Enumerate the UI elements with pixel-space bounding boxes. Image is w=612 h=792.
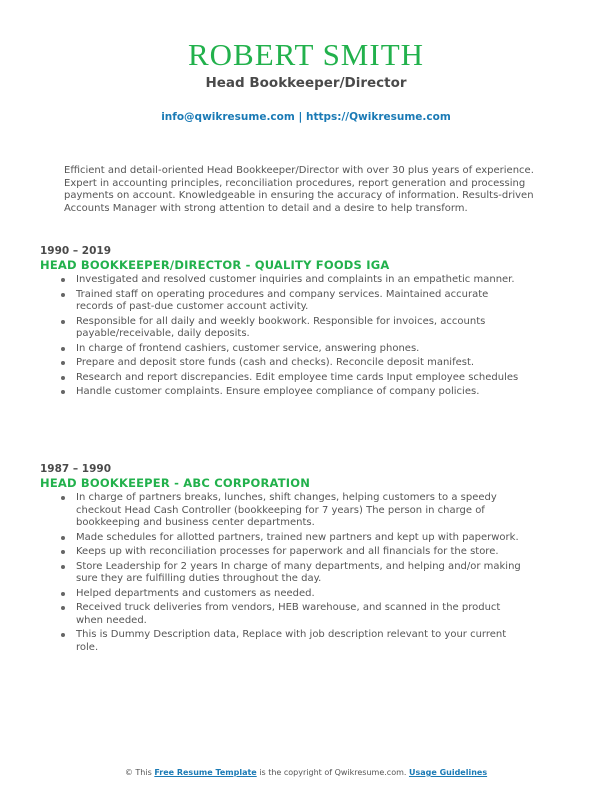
job-role: HEAD BOOKKEEPER - ABC CORPORATION — [40, 476, 311, 490]
contact-separator: | — [298, 111, 303, 123]
candidate-title: Head Bookkeeper/Director — [205, 75, 407, 91]
candidate-name: ROBERT SMITH — [187, 37, 425, 72]
job-bullet-list — [40, 492, 530, 654]
list-item: Keeps up with reconciliation processes for paperwork and all financials for the store. — [76, 546, 530, 559]
list-item: Handle customer complaints. Ensure employee compliance of company policies. — [76, 386, 530, 399]
bullet-icon — [61, 278, 65, 282]
bullet-icon — [61, 347, 65, 351]
list-item: This is Dummy Description data, Replace with job description relevant to your current role. — [76, 629, 530, 654]
summary-paragraph: Efficient and detail-oriented Head Bookkeeper/Director with over 30 plus years of experience. Expert in accounting principles, reconciliation procedures, report generation and processing payments on account. Knowledgeable in ensuring the accuracy of information. Results-driven Accounts Manager with strong attention to detail and a desire to help transform. — [64, 165, 534, 214]
email-link[interactable]: info@qwikresume.com — [161, 111, 295, 123]
footer-copyright-text: is the copyright of Qwikresume.com. — [259, 768, 407, 777]
bullet-icon — [61, 536, 65, 540]
bullet-icon — [61, 320, 65, 324]
footer-prefix: © This — [124, 768, 152, 777]
list-item: Prepare and deposit store funds (cash and checks). Reconcile deposit manifest. — [76, 357, 530, 370]
list-item: Helped departments and customers as needed. — [76, 588, 530, 601]
job-role: HEAD BOOKKEEPER/DIRECTOR - QUALITY FOODS IGA — [40, 258, 390, 272]
bullet-icon — [61, 496, 65, 500]
bullet-icon — [61, 633, 65, 637]
bullet-icon — [61, 565, 65, 569]
bullet-icon — [61, 606, 65, 610]
website-link[interactable]: https://Qwikresume.com — [305, 111, 451, 123]
list-item: Investigated and resolved customer inquiries and complaints in an empathetic manner. — [76, 274, 530, 287]
list-item: Responsible for all daily and weekly bookwork. Responsible for invoices, accounts payable/receivable, daily deposits. — [76, 316, 530, 341]
bullet-icon — [61, 390, 65, 394]
free-resume-template-link[interactable]: Free Resume Template — [154, 768, 257, 777]
bullet-icon — [61, 361, 65, 365]
page-footer — [0, 768, 612, 778]
list-item: Trained staff on operating procedures and company services. Maintained accurate records of past-due customer account activity. — [76, 289, 530, 314]
list-item: Store Leadership for 2 years In charge of many departments, and helping and/or making sure they are fulfilling duties throughout the day. — [76, 561, 530, 586]
bullet-icon — [61, 550, 65, 554]
bullet-icon — [61, 293, 65, 297]
job-dates: 1990 – 2019 — [40, 245, 112, 257]
job-entry-2 — [40, 463, 530, 656]
job-bullet-list — [40, 274, 530, 399]
list-item: Received truck deliveries from vendors, HEB warehouse, and scanned in the product when needed. — [76, 602, 530, 627]
resume-header — [0, 38, 612, 124]
list-item: Made schedules for allotted partners, trained new partners and kept up with paperwork. — [76, 532, 530, 545]
list-item: Research and report discrepancies. Edit employee time cards Input employee schedules — [76, 372, 530, 385]
list-item: In charge of partners breaks, lunches, shift changes, helping customers to a speedy checkout Head Cash Controller (bookkeeping for 7 years) The person in charge of bookkeeping and business center departments. — [76, 492, 530, 530]
list-item: In charge of frontend cashiers, customer service, answering phones. — [76, 343, 530, 356]
contact-line — [0, 111, 612, 124]
bullet-icon — [61, 376, 65, 380]
job-entry-1 — [40, 245, 530, 401]
job-dates: 1987 – 1990 — [40, 463, 112, 475]
usage-guidelines-link[interactable]: Usage Guidelines — [408, 768, 488, 777]
bullet-icon — [61, 592, 65, 596]
